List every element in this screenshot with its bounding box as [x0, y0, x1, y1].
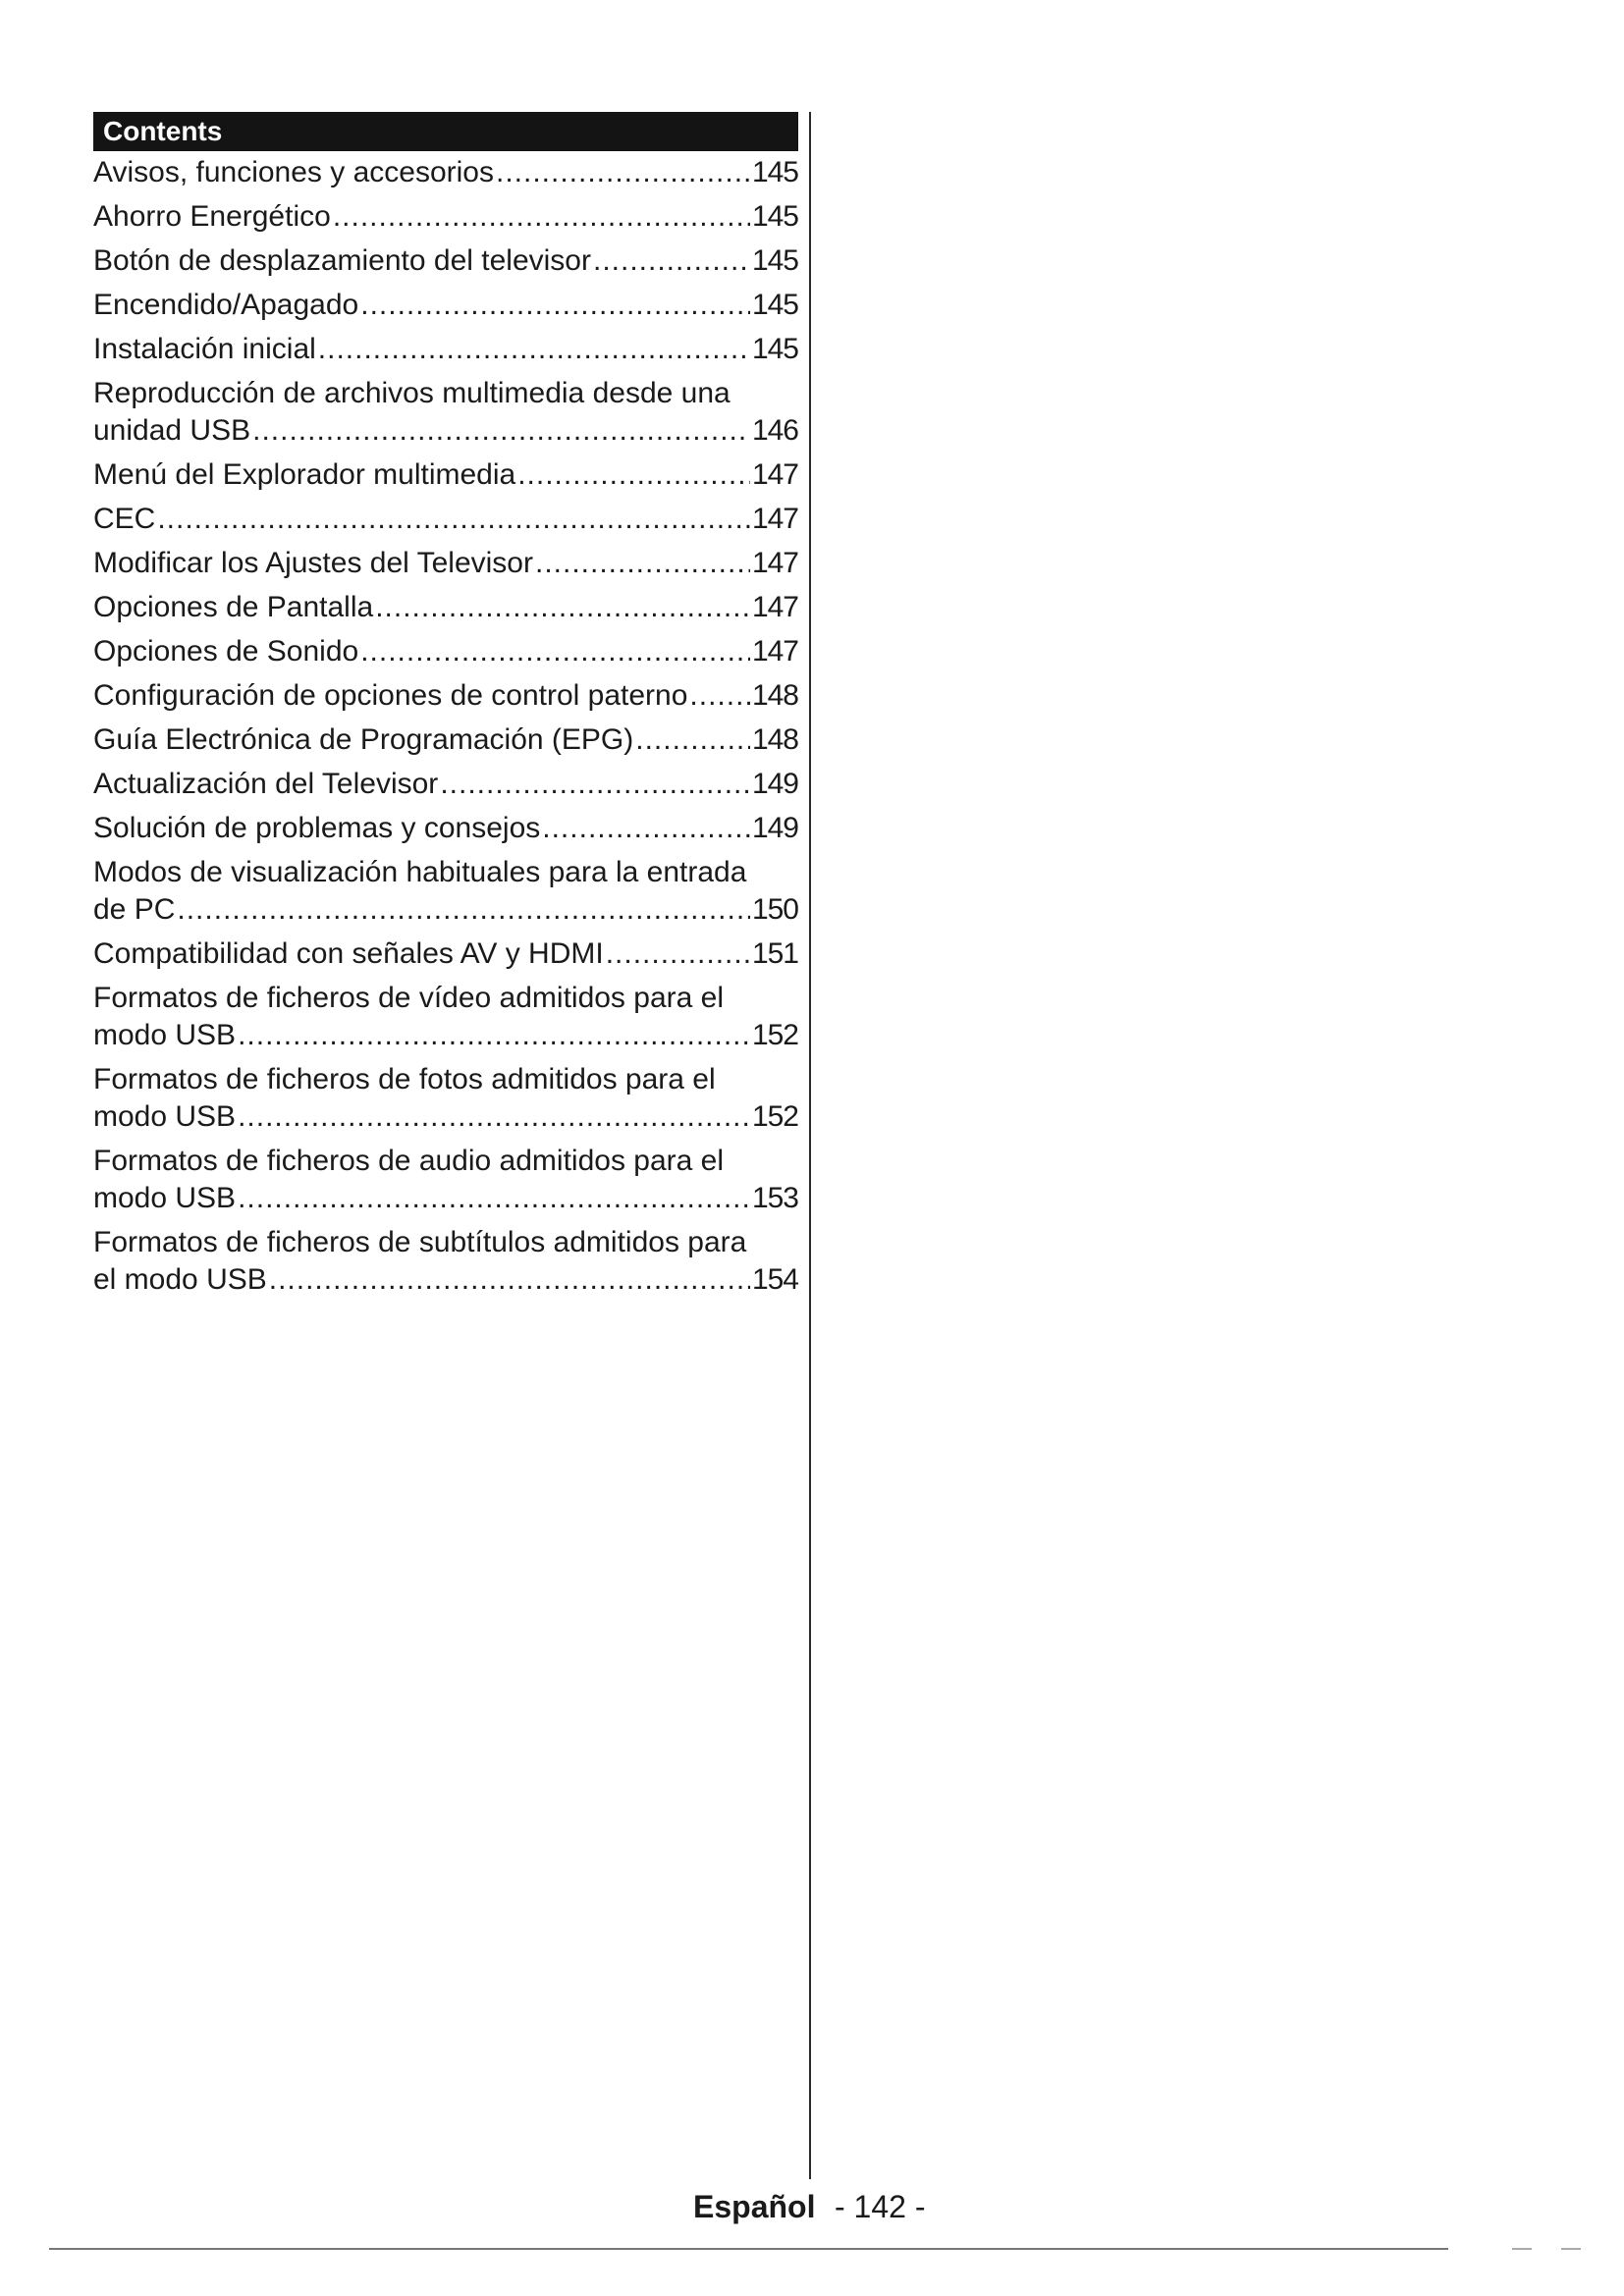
toc-entry-title-line1: Modos de visualización habituales para la entrada: [93, 856, 747, 888]
toc-entry-title: Botón de desplazamiento del televisor: [93, 244, 591, 277]
column-divider: [809, 112, 811, 2179]
toc-entry[interactable]: [93, 809, 798, 848]
toc-entry-title-line1: Formatos de ficheros de vídeo admitidos para el: [93, 982, 724, 1014]
toc-entry-page: 154: [751, 1263, 798, 1296]
toc-entry-title-line1: Formatos de ficheros de audio admitidos para el: [93, 1145, 725, 1177]
toc-entry-title: Modificar los Ajustes del Televisor: [93, 547, 533, 579]
toc-entry-title: Opciones de Pantalla: [93, 591, 374, 623]
toc-entry[interactable]: [93, 455, 798, 495]
toc-list: [93, 153, 798, 1300]
toc-entry[interactable]: [93, 676, 798, 716]
toc-entry[interactable]: [93, 632, 798, 671]
toc-entry-page: 149: [751, 812, 798, 844]
leader-dots: [177, 890, 750, 930]
toc-entry-title: modo USB: [93, 1100, 237, 1133]
leader-dots: [360, 286, 750, 325]
toc-entry-page: 145: [751, 156, 798, 188]
toc-entry[interactable]: [93, 197, 798, 237]
leader-dots: [606, 934, 750, 974]
leader-dots: [496, 153, 750, 192]
footer-rule-fragment: [1561, 2248, 1581, 2250]
toc-entry-page: 147: [751, 503, 798, 535]
leader-dots: [238, 1016, 750, 1055]
toc-entry-page: 145: [751, 289, 798, 321]
leader-dots: [542, 809, 750, 848]
toc-entry-title: CEC: [93, 503, 156, 535]
toc-entry-title: Guía Electrónica de Programación (EPG): [93, 723, 634, 756]
leader-dots: [440, 765, 750, 804]
leader-dots: [238, 1097, 750, 1137]
toc-entry-title: Ahorro Energético: [93, 200, 331, 233]
leader-dots: [375, 588, 750, 627]
toc-entry-title: Compatibilidad con señales AV y HDMI: [93, 937, 604, 970]
toc-entry-page: 153: [751, 1182, 798, 1214]
leader-dots: [269, 1260, 750, 1300]
toc-entry[interactable]: [93, 721, 798, 760]
footer-page-number: - 142 -: [835, 2189, 926, 2224]
toc-entry[interactable]: [93, 588, 798, 627]
toc-entry[interactable]: [93, 330, 798, 369]
toc-entry-title: Instalación inicial: [93, 333, 316, 365]
toc-entry-page: 148: [751, 723, 798, 756]
toc-entry-page: 145: [751, 200, 798, 233]
toc-entry-page: 145: [751, 333, 798, 365]
leader-dots: [689, 676, 750, 716]
toc-entry-title: Avisos, funciones y accesorios: [93, 156, 494, 188]
toc-entry-title-line1: Formatos de ficheros de fotos admitidos para el: [93, 1063, 716, 1095]
toc-entry[interactable]: [93, 500, 798, 539]
toc-entry-page: 152: [751, 1100, 798, 1133]
toc-entry-title: modo USB: [93, 1019, 237, 1051]
leader-dots: [238, 1179, 750, 1218]
toc-entry-title: el modo USB: [93, 1263, 267, 1296]
toc-entry-title: de PC: [93, 893, 176, 926]
toc-entry-page: 147: [751, 635, 798, 667]
toc-entry[interactable]: [93, 153, 798, 192]
toc-entry-page: 145: [751, 244, 798, 277]
leader-dots: [360, 632, 750, 671]
toc-entry-page: 146: [751, 414, 798, 447]
toc-entry[interactable]: [93, 979, 798, 1055]
table-of-contents: [93, 112, 798, 1305]
toc-entry-title-line1: Formatos de ficheros de subtítulos admitidos para: [93, 1226, 747, 1258]
leader-dots: [635, 721, 750, 760]
toc-entry-title: Opciones de Sonido: [93, 635, 359, 667]
footer-rule: [49, 2248, 1448, 2250]
toc-entry-page: 151: [751, 937, 798, 970]
leader-dots: [593, 241, 750, 281]
toc-entry[interactable]: [93, 765, 798, 804]
toc-entry-title: modo USB: [93, 1182, 237, 1214]
toc-entry-title: Menú del Explorador multimedia: [93, 458, 516, 491]
leader-dots: [157, 500, 750, 539]
toc-entry[interactable]: [93, 286, 798, 325]
leader-dots: [318, 330, 750, 369]
toc-entry-page: 148: [751, 679, 798, 712]
toc-entry-page: 147: [751, 547, 798, 579]
toc-entry-page: 150: [751, 893, 798, 926]
toc-entry-title: Configuración de opciones de control paterno: [93, 679, 688, 712]
toc-entry[interactable]: [93, 1223, 798, 1300]
leader-dots: [252, 411, 750, 451]
toc-entry[interactable]: [93, 544, 798, 583]
toc-entry-title-line1: Reproducción de archivos multimedia desde una: [93, 377, 731, 409]
leader-dots: [333, 197, 750, 237]
toc-entry[interactable]: [93, 1142, 798, 1218]
toc-entry-page: 147: [751, 591, 798, 623]
footer-rule-fragment: [1512, 2248, 1532, 2250]
toc-entry-title: unidad USB: [93, 414, 251, 447]
toc-entry-title: Encendido/Apagado: [93, 289, 359, 321]
contents-heading: Contents: [93, 112, 798, 151]
toc-entry[interactable]: [93, 374, 798, 451]
toc-entry[interactable]: [93, 853, 798, 930]
toc-entry[interactable]: [93, 934, 798, 974]
toc-entry[interactable]: [93, 241, 798, 281]
footer-language: Español: [693, 2189, 816, 2224]
toc-entry-page: 147: [751, 458, 798, 491]
leader-dots: [517, 455, 750, 495]
toc-entry-title: Solución de problemas y consejos: [93, 812, 541, 844]
toc-entry[interactable]: [93, 1060, 798, 1137]
toc-entry-page: 152: [751, 1019, 798, 1051]
toc-entry-title: Actualización del Televisor: [93, 768, 439, 800]
leader-dots: [535, 544, 750, 583]
toc-entry-page: 149: [751, 768, 798, 800]
